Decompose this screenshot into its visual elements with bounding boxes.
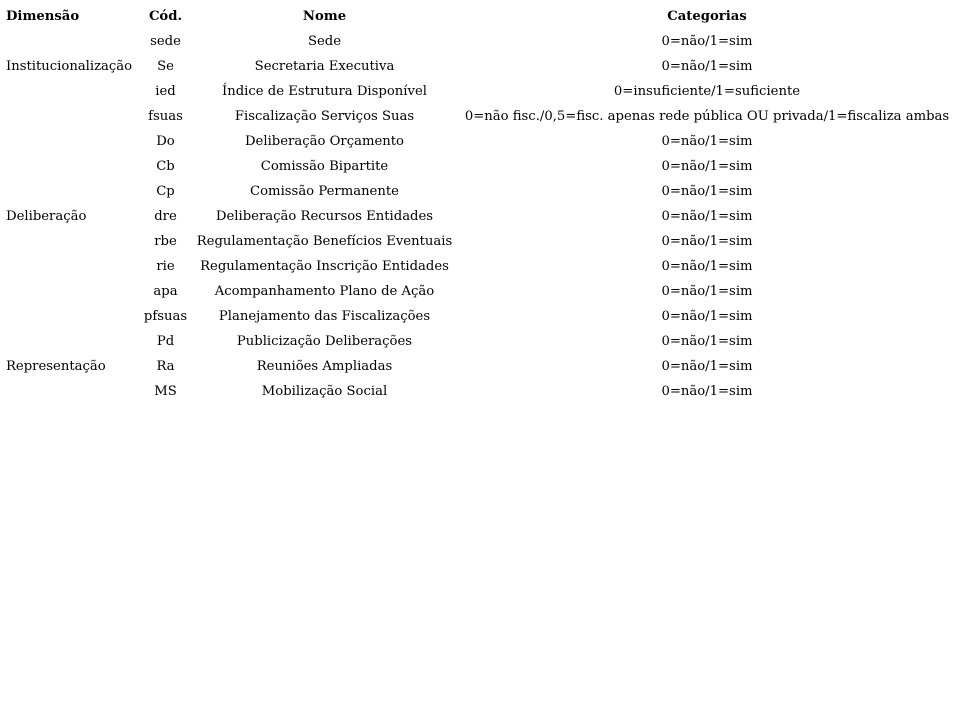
table-row	[4, 229, 958, 254]
header-dimensao: Dimensão	[6, 9, 80, 24]
cell-codigo: Cb	[156, 159, 175, 174]
cell-dimensao	[4, 104, 138, 129]
cell-dimensao	[4, 179, 138, 204]
cell-categorias: 0=não/1=sim	[661, 184, 753, 199]
cell-nome: Comissão Bipartite	[260, 159, 389, 174]
table-row	[4, 254, 958, 279]
cell-dimensao	[4, 279, 138, 304]
table-row	[4, 179, 958, 204]
cell-dimensao	[4, 229, 138, 254]
cell-dimensao: Institucionalização	[6, 59, 133, 74]
cell-dimensao	[4, 304, 138, 329]
cell-categorias: 0=não/1=sim	[661, 234, 753, 249]
cell-nome: Reuniões Ampliadas	[256, 359, 393, 374]
cell-codigo: Do	[156, 134, 175, 149]
cell-categorias: 0=não/1=sim	[661, 334, 753, 349]
cell-codigo: MS	[154, 384, 177, 399]
cell-dimensao	[4, 329, 138, 354]
table-row	[4, 204, 958, 229]
cell-codigo: Se	[157, 59, 174, 74]
cell-nome: Deliberação Orçamento	[244, 134, 404, 149]
cell-dimensao	[4, 129, 138, 154]
header-codigo: Cód.	[148, 9, 183, 24]
cell-categorias: 0=não fisc./0,5=fisc. apenas rede pública OU privada/1=fiscaliza ambas	[464, 109, 950, 124]
cell-nome: Regulamentação Inscrição Entidades	[200, 259, 449, 274]
table-row	[4, 54, 958, 79]
cell-categorias: 0=não/1=sim	[661, 59, 753, 74]
cell-nome: Índice de Estrutura Disponível	[222, 84, 427, 99]
cell-categorias: 0=não/1=sim	[661, 134, 753, 149]
cell-nome: Mobilização Social	[261, 384, 388, 399]
cell-categorias: 0=não/1=sim	[661, 309, 753, 324]
cell-dimensao	[4, 79, 138, 104]
table-row	[4, 304, 958, 329]
cell-codigo: fsuas	[148, 109, 183, 124]
cell-codigo: Ra	[156, 359, 175, 374]
table-row	[4, 129, 958, 154]
cell-nome: Acompanhamento Plano de Ação	[214, 284, 435, 299]
table-header-row	[4, 4, 958, 29]
table-row	[4, 154, 958, 179]
table-row	[4, 29, 958, 54]
cell-categorias: 0=não/1=sim	[661, 159, 753, 174]
cell-categorias: 0=não/1=sim	[661, 384, 753, 399]
table-row	[4, 329, 958, 354]
cell-codigo: rbe	[154, 234, 177, 249]
cell-nome: Secretaria Executiva	[254, 59, 395, 74]
variables-table	[4, 4, 958, 404]
cell-categorias: 0=insuficiente/1=suficiente	[613, 84, 801, 99]
header-nome: Nome	[302, 9, 347, 24]
cell-codigo: Pd	[156, 334, 175, 349]
cell-dimensao: Deliberação	[6, 209, 87, 224]
cell-categorias: 0=não/1=sim	[661, 34, 753, 49]
cell-nome: Publicização Deliberações	[236, 334, 413, 349]
cell-dimensao	[4, 154, 138, 179]
table-row	[4, 104, 958, 129]
cell-nome: Deliberação Recursos Entidades	[215, 209, 434, 224]
cell-codigo: Cp	[156, 184, 175, 199]
cell-dimensao	[4, 29, 138, 54]
cell-codigo: apa	[153, 284, 178, 299]
cell-categorias: 0=não/1=sim	[661, 259, 753, 274]
cell-categorias: 0=não/1=sim	[661, 284, 753, 299]
cell-dimensao	[4, 379, 138, 404]
cell-dimensao: Representação	[6, 359, 106, 374]
header-categorias: Categorias	[667, 9, 747, 24]
cell-nome: Comissão Permanente	[250, 184, 399, 199]
cell-dimensao	[4, 254, 138, 279]
cell-codigo: rie	[156, 259, 175, 274]
table-row	[4, 354, 958, 379]
cell-codigo: sede	[150, 34, 181, 49]
cell-nome: Planejamento das Fiscalizações	[218, 309, 431, 324]
table-row	[4, 279, 958, 304]
table-row	[4, 379, 958, 404]
cell-codigo: ied	[155, 84, 176, 99]
cell-categorias: 0=não/1=sim	[661, 209, 753, 224]
cell-categorias: 0=não/1=sim	[661, 359, 753, 374]
cell-codigo: dre	[154, 209, 177, 224]
cell-codigo: pfsuas	[143, 309, 188, 324]
cell-nome: Sede	[307, 34, 342, 49]
cell-nome: Fiscalização Serviços Suas	[234, 109, 415, 124]
cell-nome: Regulamentação Benefícios Eventuais	[196, 234, 453, 249]
table-row	[4, 79, 958, 104]
